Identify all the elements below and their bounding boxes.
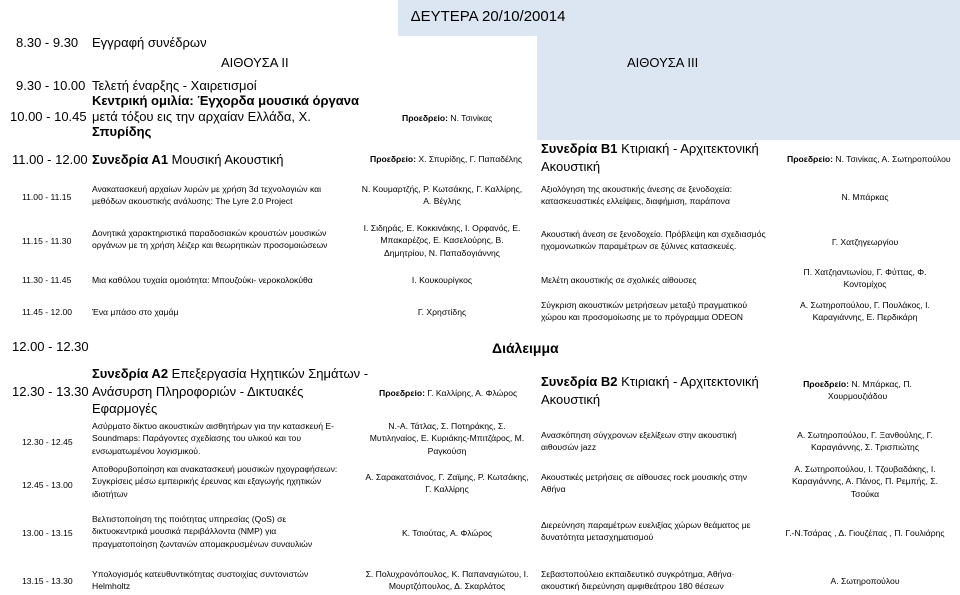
session-b1-title-line1: Κτιριακή - Αρχιτεκτονική (621, 141, 759, 156)
paper-title: Υπολογισμός κατευθυντικότητας συστοιχίας συντονιστών Helmholtz (92, 569, 309, 592)
session-b1-chair (787, 153, 951, 165)
paper-authors: Ν.-Α. Τάτλας, Σ. Ποτηράκης, Σ. Μυτιληναίος, Ε. Κυριάκης-Μπιτζάρος, Μ. Ραγκούση (369, 421, 525, 456)
paper-title: Ασύρματο δίκτυο ακουστικών αισθητήρων για την κατασκευή E- Soundmaps: Παράγοντες σχεδίασης του υλικού και του ενσωματωμένου λογισμικού. (92, 421, 334, 456)
table-row-time: 12.45 - 13.00 (22, 480, 73, 490)
table-row-time: 11.15 - 11.30 (22, 236, 72, 246)
keynote-line2: μετά τόξου εις την αρχαίαν Ελλάδα, Χ. (92, 109, 311, 124)
session-a1-chair-label: Προεδρείο: (370, 154, 416, 164)
paper-title: Βελτιστοποίηση της ποιότητας υπηρεσίας (QoS) σε δικτυοκεντρικά μουσικά περιβάλλοντα (NMP) για πραγματοποίηση ζωντανών απομακρυσμένων συναυλιών (92, 514, 313, 549)
paper-title: Μια καθόλου τυχαία ομοιότητα: Μπουζούκι- νεροκολοκύθα (92, 275, 313, 285)
table-row-time: 13.00 - 13.15 (22, 528, 73, 538)
opening-time: 9.30 - 10.00 (16, 78, 86, 93)
break-label: Διάλειμμα (492, 340, 559, 356)
session-a2-title-line2: Ανάσυρση Πληροφοριών - Δικτυακές (92, 384, 304, 399)
paper-authors: Γ. Χατζηγεωργίου (831, 237, 899, 247)
paper-authors: Γ.-Ν.Τσάρας , Δ. Γιουζέπας , Π. Γουλιάρης (785, 528, 945, 538)
paper-authors: Π. Χατζηαντωνίου, Γ. Φύττας, Φ. Κοντομίχος (803, 267, 927, 290)
keynote-line1: Κεντρική ομιλία: Έγχορδα μουσικά όργανα (92, 93, 359, 108)
session-b2-chair: Προεδρείο: Ν. Μπάρκας, Π. Χουρμουζιάδου (803, 379, 912, 402)
session-b1-heading (541, 142, 759, 157)
paper-title: Ανακατασκευή αρχαίων λυρών με χρήση 3d τεχνολογιών και μεθόδων ακουστικής ανάλυσης: The Lyre 2.0 Project (92, 184, 322, 207)
keynote-chair (402, 112, 492, 124)
registration-time: 8.30 - 9.30 (16, 35, 79, 50)
session-b1-chair-label: Προεδρείο: (787, 154, 833, 164)
paper-authors: Α. Σωτηροπούλου, Ι. Τζουβαδάκης, Ι. Καραγιάννης, Α. Πάνος, Π. Ρεμπής, Σ. Τσούκα (792, 464, 938, 499)
paper-title: Σύγκριση ακουστικών μετρήσεων μεταξύ πραγματικού χώρου και προσομοίωσης με το πρόγραμμα ODEON (541, 300, 748, 323)
room3-title: ΑΙΘΟΥΣΑ ΙΙΙ (627, 55, 699, 70)
paper-title: Αξιολόγηση της ακουστικής άνεσης σε ξενοδοχεία: κατασκευαστικές ελλείψεις, διαφήμιση, παράπονα (541, 184, 733, 207)
paper-authors: Ν. Κουμαρτζής, Ρ. Κωτσάκης, Γ. Καλλίρης, Α. Βέγλης (361, 184, 523, 207)
paper-authors: Γ. Χρηστίδης (417, 307, 467, 317)
session-a2-chair-label: Προεδρείο: (379, 388, 425, 398)
table-row-time: 12.30 - 12.45 (22, 437, 73, 447)
break-time: 12.00 - 12.30 (12, 339, 89, 354)
session-b2-heading (541, 375, 759, 390)
session-a1-chair (370, 153, 522, 165)
keynote-line3: Σπυρίδης (92, 124, 152, 139)
opening-label: Τελετή έναρξης - Χαιρετισμοί (92, 78, 257, 93)
keynote-chair-names: Ν. Τσινίκας (450, 113, 493, 123)
paper-authors: Α. Σωτηροπούλου, Γ. Πουλάκος, Ι. Καραγιάννης, Ε. Περδικάρη (800, 300, 930, 323)
paper-authors: Σ. Πολυχρονόπουλος, Κ. Παπαναγιώτου, Ι. Μουρτζόπουλος, Δ. Σκαρλάτος (365, 569, 529, 592)
day-header: ΔΕΥΤΕΡΑ 20/10/20014 (410, 8, 566, 25)
session-b2-title-line2: Ακουστική (541, 392, 601, 407)
paper-authors: Ι. Σιδηράς, Ε. Κοκκινάκης, Ι. Ορφανός, Ε. Μπακαρέζος, Ε. Κασελούρης, Β. Δημητρίου, Ν. Παπαδογιάννης (363, 223, 521, 258)
session-b2-code: Συνεδρία Β2 (541, 374, 618, 389)
paper-authors: Ν. Μπάρκας (841, 192, 889, 202)
session-b1-code: Συνεδρία Β1 (541, 141, 618, 156)
session-a2-title-line3: Εφαρμογές (92, 401, 158, 416)
session-a2-time: 12.30 - 13.30 (12, 384, 89, 399)
paper-title: Δονητικά χαρακτηριστικά παραδοσιακών κρουστών μουσικών οργάνων με τη χρήση λέιζερ και θεωρητικών προσομοιώσεων (92, 228, 328, 251)
room2-title: ΑΙΘΟΥΣΑ ΙΙ (221, 55, 289, 70)
paper-authors: Ι. Κουκουρίγκος (411, 275, 473, 285)
paper-authors: Κ. Τσιούτας, Α. Φλώρος (401, 528, 493, 538)
session-a1-time: 11.00 - 12.00 (12, 152, 88, 167)
table-row-time: 13.15 - 13.30 (22, 576, 73, 586)
session-a1-code: Συνεδρία Α1 (92, 152, 169, 167)
paper-title: Ακουστική άνεση σε ξενοδοχείο. Πρόβλεψη και σχεδιασμός ηχομονωτικών παραμέτρων σε ξύλινες κατασκευές. (541, 229, 766, 252)
session-b1-chair-names: Ν. Τσινίκας, Α. Σωτηροπούλου (835, 154, 951, 164)
session-a1-title: Μουσική Ακουστική (171, 152, 284, 167)
table-row-time: 11.30 - 11.45 (22, 275, 72, 285)
registration-label: Εγγραφή συνέδρων (92, 35, 207, 50)
paper-title: Διερεύνηση παραμέτρων ευελιξίας χώρων θεάματος με δυνατότητα μετασχηματισμού (541, 520, 751, 543)
room3-band (537, 36, 960, 140)
session-b2-title-line1: Κτιριακή - Αρχιτεκτονική (621, 374, 759, 389)
paper-title: Μελέτη ακουστικής σε σχολικές αίθουσες (541, 275, 697, 285)
session-b2-chair-label: Προεδρείο: (803, 379, 850, 389)
paper-title: Σεβαστοπούλειο εκπαιδευτικό συγκρότημα, Αθήνα· ακουστική διερεύνηση αμφιθεάτρου 180 θέσεων (541, 569, 735, 592)
paper-title: Ένα μπάσο στο χαμάμ (92, 307, 179, 317)
paper-authors: Α. Σαρακατσιάνος, Γ. Ζαϊμης, Ρ. Κωτσάκης, Γ. Καλλίρης (365, 472, 529, 495)
session-a2-chair-names: Γ. Καλλίρης, Α. Φλώρος (427, 388, 518, 398)
keynote-time: 10.00 - 10.45 (10, 109, 87, 124)
paper-authors: Α. Σωτηροπούλου (830, 576, 900, 586)
keynote-chair-label: Προεδρείο: (402, 113, 448, 123)
session-a1-heading (92, 153, 284, 168)
paper-authors: Α. Σωτηροπούλου, Γ. Ξανθούλης, Γ. Καραγιάννης, Σ. Τρισπιώτης (797, 430, 933, 453)
paper-title: Ανασκόπηση σύγχρονων εξελίξεων στην ακουστική αιθουσών jazz (541, 430, 737, 453)
session-a2-title-line1: Συνεδρία Α2 Επεξεργασία Ηχητικών Σημάτων - (92, 366, 369, 381)
session-a2-code: Συνεδρία Α2 (92, 366, 169, 381)
session-a2-chair (379, 387, 517, 399)
table-row-time: 11.00 - 11.15 (22, 192, 72, 202)
session-a1-chair-names: Χ. Σπυρίδης, Γ. Παπαδέλης (418, 154, 523, 164)
session-b1-title-line2: Ακουστική (541, 159, 601, 174)
table-row-time: 11.45 - 12.00 (22, 307, 73, 317)
paper-title: Αποθορυβοποίηση και ανακατασκευή μουσικών ηχογραφήσεων: Συγκρίσεις μέσω εμπειρικής έρευνας και εξαγωγής ηχητικών ιδιοτήτων (92, 464, 338, 499)
paper-title: Ακουστικές μετρήσεις σε αίθουσες rock μουσικής στην Αθήνα (541, 472, 748, 495)
